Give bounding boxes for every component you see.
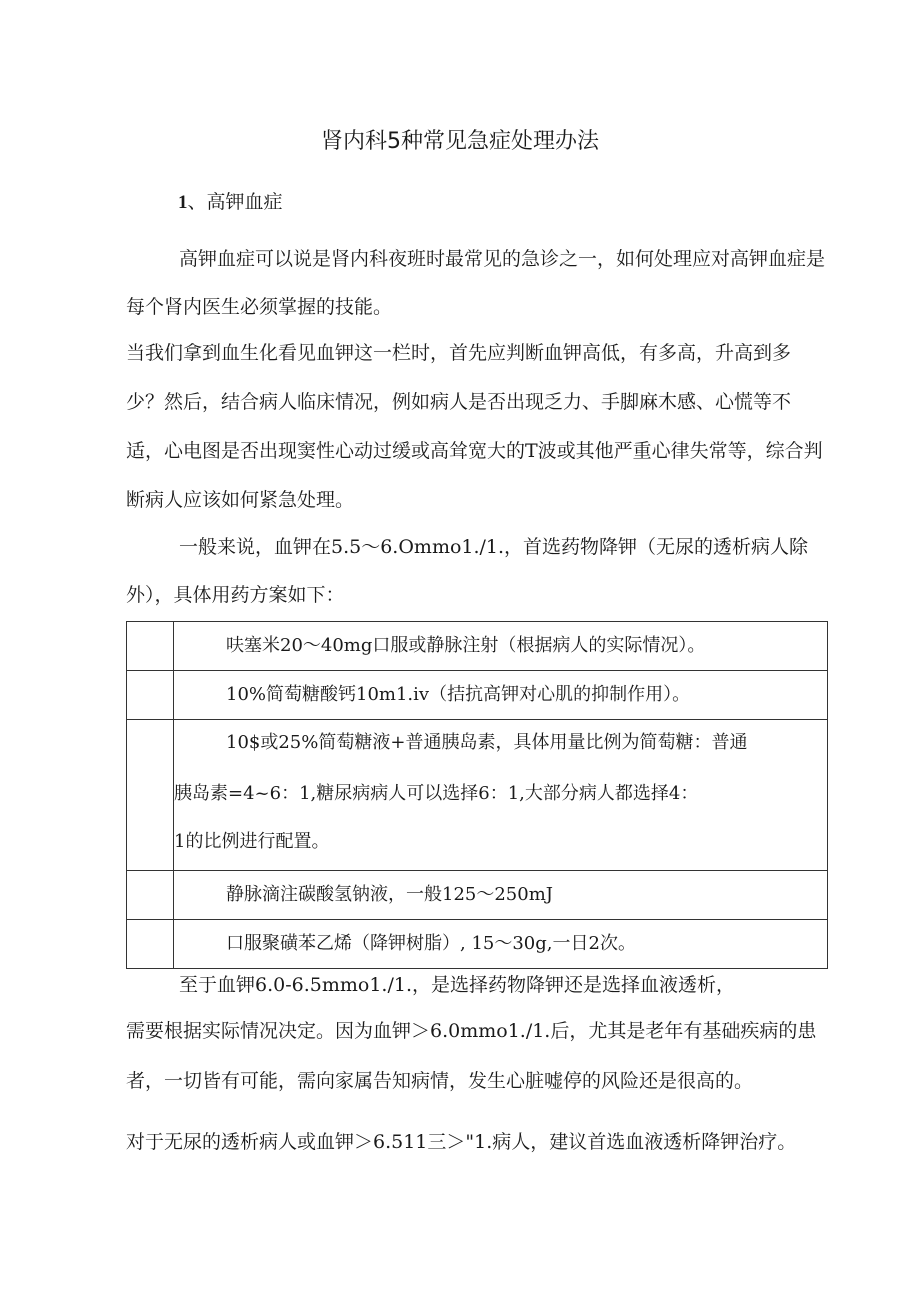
section-number: 1 <box>178 192 188 213</box>
moderate-hyperkalemia-paragraph: 至于血钾6.0-6.5mmo1./1.，是选择药物降钾还是选择血液透析， <box>179 974 735 996</box>
assessment-paragraph: 当我们拿到血生化看见血钾这一栏时，首先应判断血钾高低，有多高，升高到多少？然后，结合病人临床情况，例如病人是否出现乏力、手脚麻木感、心慌等不适，心电图是否出现窦性心动过缓或高耸宽大的T波或其他严重心律失常等，综合判断病人应该如何紧急处理。 <box>126 342 823 511</box>
moderate-hyperkalemia-continued: 需要根据实际情况决定。因为血钾＞6.0mmo1./1.后，尤其是老年有基础疾病的患者，一切皆有可能，需向家属告知病情，发生心脏嘘停的风险还是很高的。 <box>126 1020 817 1092</box>
row-marker-cell <box>127 622 174 671</box>
medication-table <box>126 621 828 969</box>
medication-line: 1的比例进行配置。 <box>174 831 330 852</box>
intro-paragraph: 高钾血症可以说是肾内科夜班时最常见的急诊之一，如何处理应对高钾血症是每个肾内医生必须掌握的技能。 <box>126 248 826 318</box>
section-name: 高钾血症 <box>206 191 283 213</box>
medication-text: 10%简萄糖酸钙10m1.iv（拮抗高钾对心肌的抑制作用）。 <box>226 684 691 705</box>
severe-hyperkalemia-paragraph: 对于无尿的透析病人或血钾＞6.511三＞"1.病人，建议首选血液透析降钾治疗。 <box>126 1131 797 1153</box>
row-marker-cell <box>127 871 174 920</box>
row-marker-cell <box>127 720 174 871</box>
medication-cell <box>174 920 828 969</box>
medication-cell <box>174 622 828 671</box>
medication-text: 口服聚磺苯乙烯（降钾树脂）, 15～30g,一日2次。 <box>226 933 636 954</box>
medication-cell <box>174 871 828 920</box>
medication-text-block <box>174 720 827 870</box>
medication-line: 胰岛素=4~6：1,糖尿病病人可以选择6：1,大部分病人都选择4： <box>174 783 699 804</box>
section-heading <box>178 187 283 218</box>
row-marker-cell <box>127 920 174 969</box>
table-row <box>127 920 828 969</box>
medication-text: 呋塞米20～40mg口服或静脉注射（根据病人的实际情况）。 <box>226 635 706 656</box>
document-title: 肾内科5种常见急症处理办法 <box>321 129 599 154</box>
table-row <box>127 622 828 671</box>
table-row <box>127 871 828 920</box>
medication-text: 静脉滴注碳酸氢钠液，一般125～250mJ <box>226 884 553 905</box>
section-separator: 、 <box>187 191 207 213</box>
medication-cell <box>174 671 828 720</box>
medication-cell <box>174 720 828 871</box>
general-treatment-paragraph: 一般来说，血钾在5.5～6.Ommo1./1.，首选药物降钾（无尿的透析病人除外），具体用药方案如下： <box>126 536 809 606</box>
row-marker-cell <box>127 671 174 720</box>
table-row <box>127 720 828 871</box>
medication-line: 10$或25%简萄糖液+普通胰岛素，具体用量比例为简萄糖：普通 <box>226 732 748 753</box>
table-row <box>127 671 828 720</box>
